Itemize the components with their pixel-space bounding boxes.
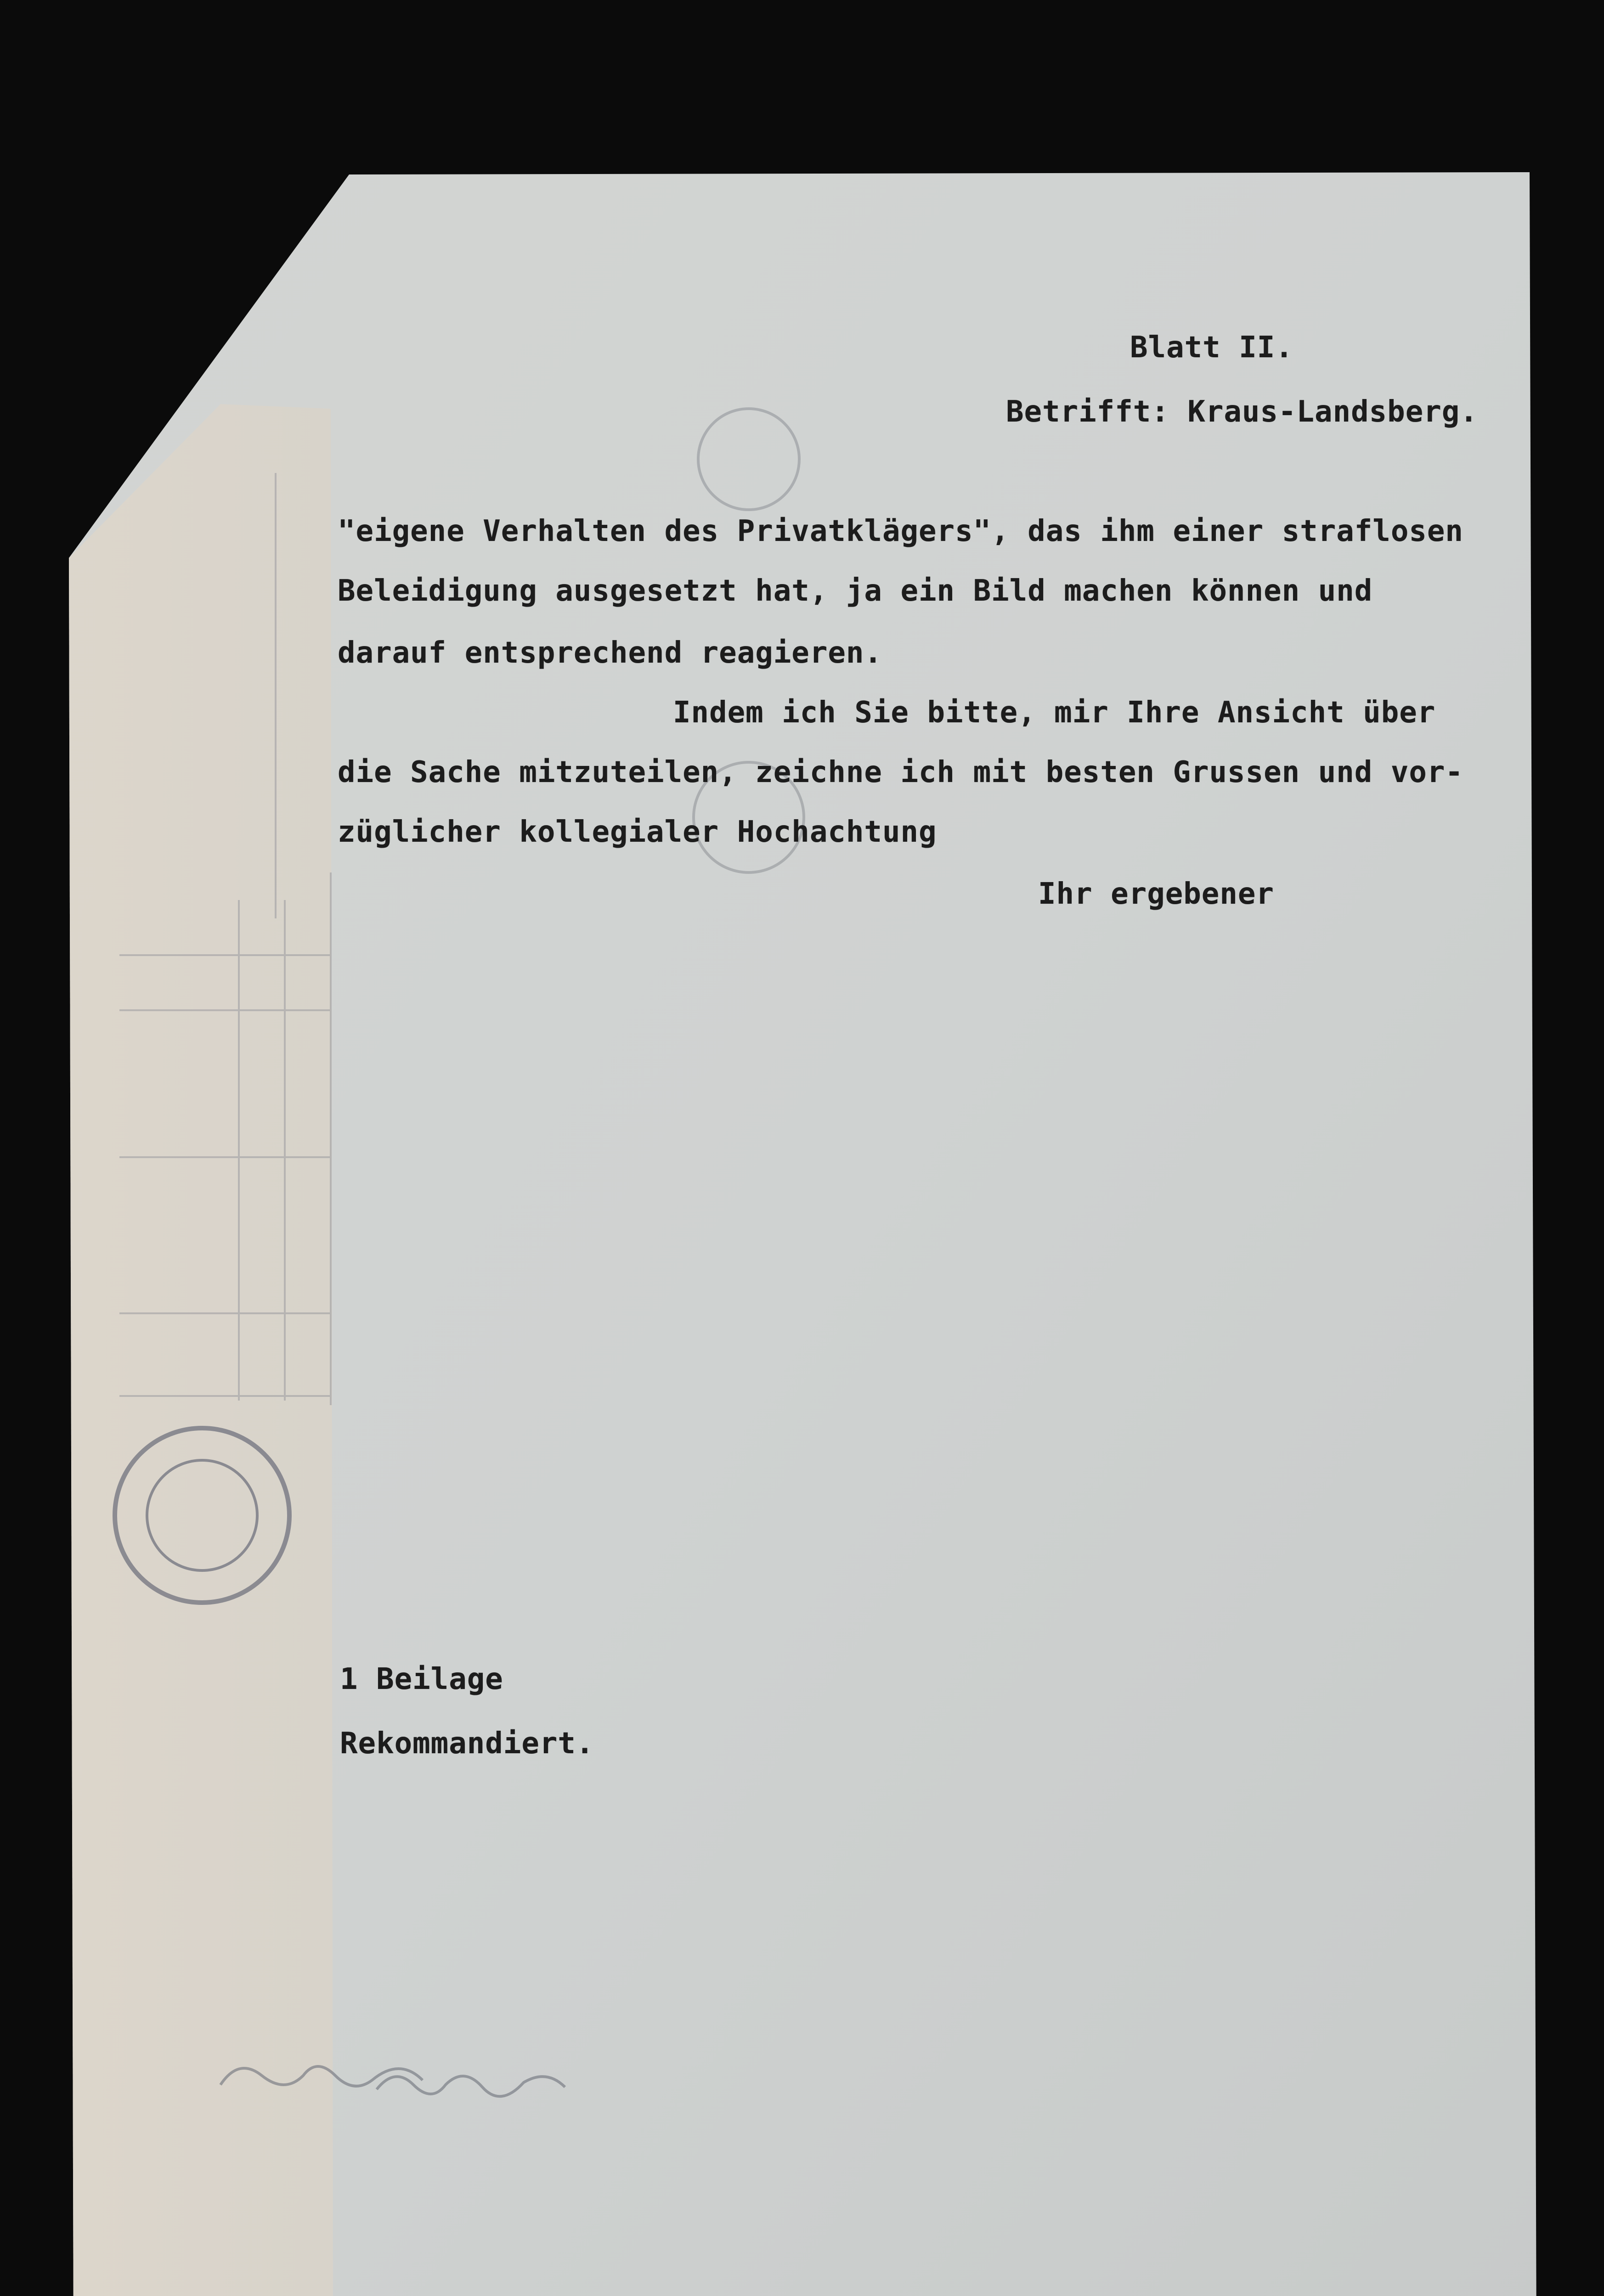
- subject-line: Betrifft: Kraus-Landsberg.: [1006, 395, 1478, 429]
- closing: Ihr ergebener: [1038, 877, 1274, 911]
- body-line: darauf entsprechend reagieren.: [338, 636, 882, 670]
- paper-flap: [69, 404, 333, 2296]
- registered-note: Rekommandiert.: [340, 1727, 594, 1761]
- body-line: Indem ich Sie bitte, mir Ihre Ansicht über: [673, 696, 1436, 730]
- body-line: züglicher kollegialer Hochachtung: [338, 815, 937, 849]
- body-line: die Sache mitzuteilen, zeichne ich mit besten Grussen und vor-: [338, 755, 1463, 789]
- enclosure-note: 1 Beilage: [340, 1662, 503, 1696]
- body-line: "eigene Verhalten des Privatklägers", das ihm einer straflosen: [338, 514, 1463, 548]
- sheet-number: Blatt II.: [1130, 331, 1293, 365]
- body-line: Beleidigung ausgesetzt hat, ja ein Bild machen können und: [338, 574, 1373, 608]
